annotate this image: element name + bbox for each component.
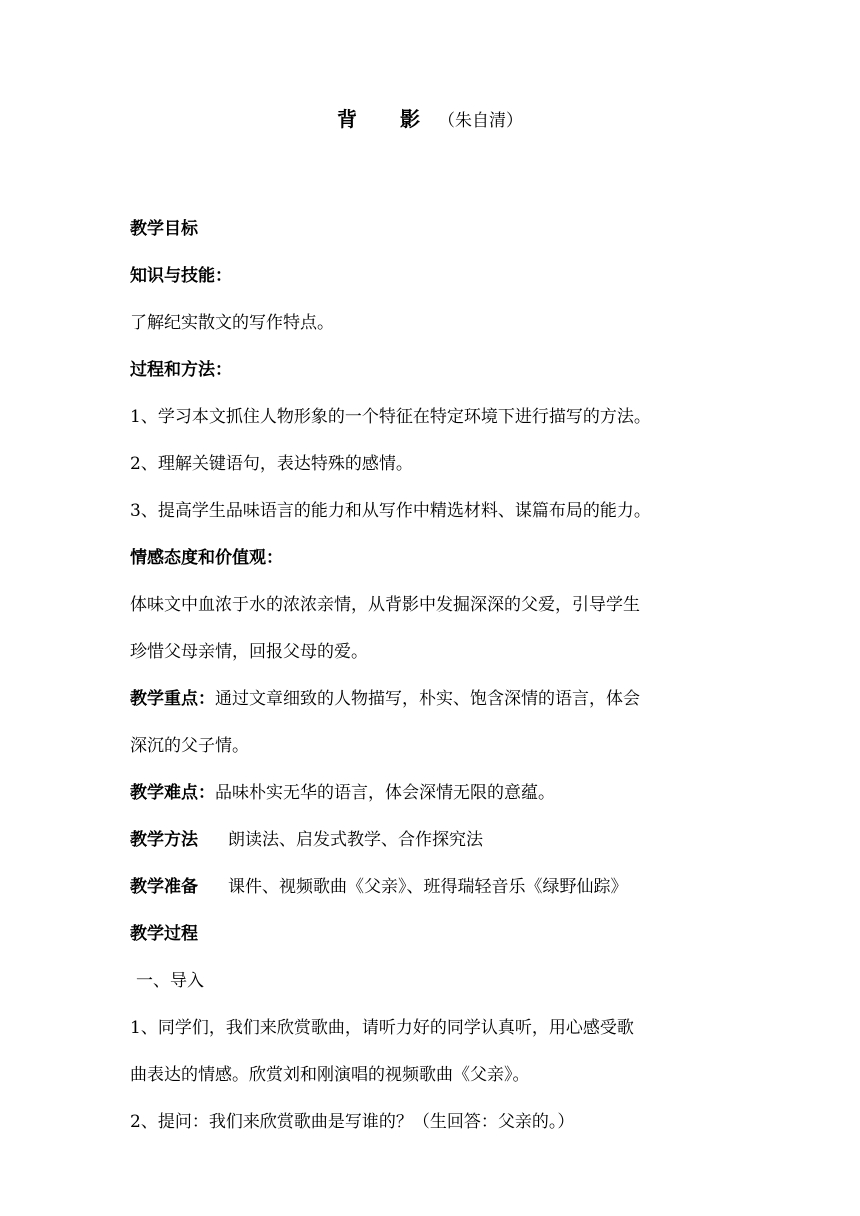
intro-item-1-line-1: 1、同学们，我们来欣赏歌曲，请听力好的同学认真听，用心感受歌 <box>130 1018 634 1038</box>
method-label: 教学方法 <box>130 830 198 850</box>
prep-line <box>130 871 740 903</box>
emotion-text-line-1: 体味文中血浓于水的浓浓亲情，从背影中发掘深深的父爱，引导学生 <box>130 595 640 615</box>
process-main-heading: 教学过程 <box>130 924 198 944</box>
title-author: （朱自清） <box>437 111 523 131</box>
document-title <box>0 104 860 136</box>
key-point-label: 教学重点： <box>130 689 215 709</box>
difficulty-label: 教学难点： <box>130 783 215 803</box>
method-text: 朗读法、启发式教学、合作探究法 <box>228 830 483 850</box>
prep-label: 教学准备 <box>130 877 198 897</box>
key-point-text: 通过文章细致的人物描写，朴实、饱含深情的语言，体会 <box>215 689 640 709</box>
document-body <box>130 213 740 1153</box>
process-heading: 过程和方法： <box>130 360 232 380</box>
knowledge-heading: 知识与技能： <box>130 266 232 286</box>
process-item-3: 3、提高学生品味语言的能力和从写作中精选材料、谋篇布局的能力。 <box>130 501 651 521</box>
key-point-line-1 <box>130 683 740 715</box>
intro-heading: 一、导入 <box>136 971 204 991</box>
prep-text: 课件、视频歌曲《父亲》、班得瑞轻音乐《绿野仙踪》 <box>228 877 628 897</box>
objectives-heading: 教学目标 <box>130 219 198 239</box>
knowledge-text: 了解纪实散文的写作特点。 <box>130 313 334 333</box>
process-item-2: 2、理解关键语句，表达特殊的感情。 <box>130 454 413 474</box>
process-item-1: 1、学习本文抓住人物形象的一个特征在特定环境下进行描写的方法。 <box>130 407 651 427</box>
title-main: 背 影 <box>337 107 438 131</box>
intro-item-2: 2、提问：我们来欣赏歌曲是写谁的？（生回答：父亲的。） <box>130 1112 575 1132</box>
difficulty-text: 品味朴实无华的语言，体会深情无限的意蕴。 <box>215 783 555 803</box>
difficulty-line <box>130 777 740 809</box>
emotion-heading: 情感态度和价值观： <box>130 548 283 568</box>
intro-item-1-line-2: 曲表达的情感。欣赏刘和刚演唱的视频歌曲《父亲》。 <box>130 1065 530 1085</box>
key-point-line-2: 深沉的父子情。 <box>130 736 249 756</box>
emotion-text-line-2: 珍惜父母亲情，回报父母的爱。 <box>130 642 368 662</box>
method-line <box>130 824 740 856</box>
